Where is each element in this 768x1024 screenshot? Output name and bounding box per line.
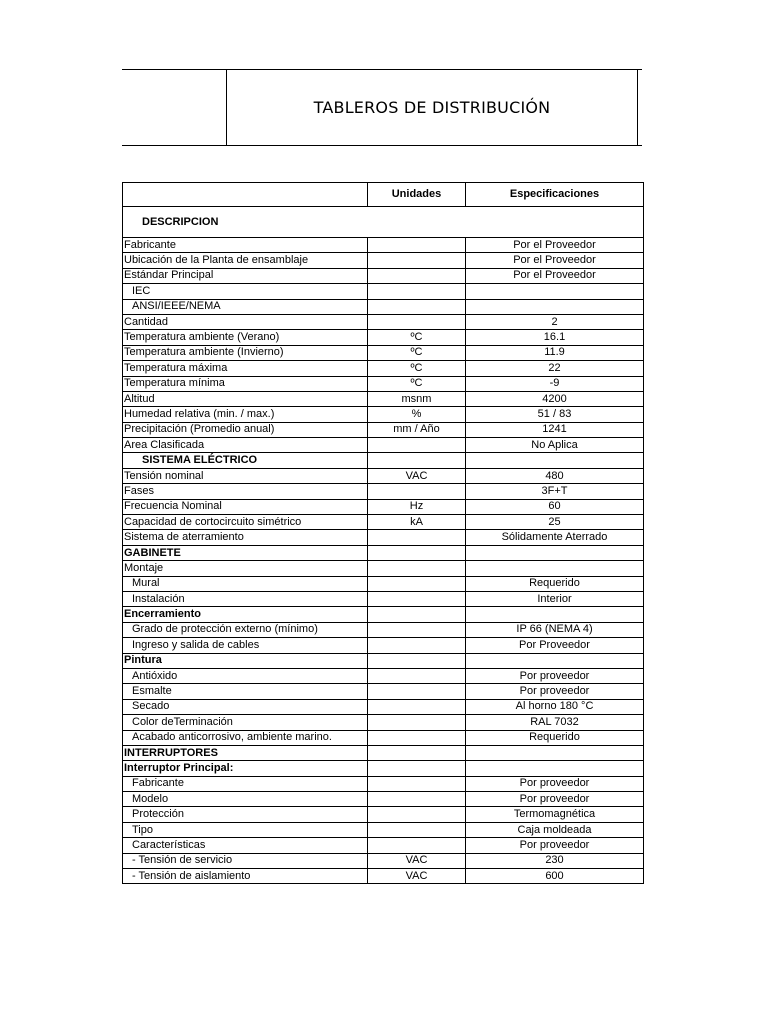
row-spec: 22 — [466, 361, 644, 376]
table-row — [123, 515, 644, 530]
row-label: Temperatura mínima — [123, 376, 368, 391]
row-unit — [368, 668, 466, 683]
table-row — [123, 792, 644, 807]
row-label: Esmalte — [123, 684, 368, 699]
row-unit: Hz — [368, 499, 466, 514]
row-label: Temperatura ambiente (Invierno) — [123, 345, 368, 360]
row-spec: Por el Proveedor — [466, 268, 644, 283]
table-row — [123, 453, 644, 468]
row-unit — [368, 253, 466, 268]
row-label: Cantidad — [123, 314, 368, 329]
table-row — [123, 361, 644, 376]
row-unit: % — [368, 407, 466, 422]
row-unit — [368, 484, 466, 499]
table-row — [123, 561, 644, 576]
row-unit: VAC — [368, 853, 466, 868]
table-row — [123, 684, 644, 699]
row-unit — [368, 792, 466, 807]
row-spec: Por proveedor — [466, 792, 644, 807]
row-label: Color deTerminación — [123, 715, 368, 730]
row-label: Mural — [123, 576, 368, 591]
row-spec: 4200 — [466, 391, 644, 406]
row-label: Tipo — [123, 822, 368, 837]
row-label: Ingreso y salida de cables — [123, 638, 368, 653]
row-label: Grado de protección externo (mínimo) — [123, 622, 368, 637]
row-spec — [466, 299, 644, 314]
table-row — [123, 345, 644, 360]
row-spec: 2 — [466, 314, 644, 329]
row-label: Sistema de aterramiento — [123, 530, 368, 545]
row-label: Tensión nominal — [123, 468, 368, 483]
row-spec — [466, 653, 644, 668]
row-unit: ºC — [368, 330, 466, 345]
table-row — [123, 638, 644, 653]
row-label: Capacidad de cortocircuito simétrico — [123, 515, 368, 530]
row-unit — [368, 438, 466, 453]
row-label: Fabricante — [123, 776, 368, 791]
table-row — [123, 407, 644, 422]
row-spec: RAL 7032 — [466, 715, 644, 730]
row-unit — [368, 453, 466, 468]
row-spec: 600 — [466, 869, 644, 884]
table-row — [123, 715, 644, 730]
row-label: Ubicación de la Planta de ensamblaje — [123, 253, 368, 268]
row-spec: 230 — [466, 853, 644, 868]
specifications-table — [122, 182, 644, 884]
table-row — [123, 422, 644, 437]
row-spec: Por proveedor — [466, 838, 644, 853]
row-label: Montaje — [123, 561, 368, 576]
row-spec — [466, 453, 644, 468]
row-label: Modelo — [123, 792, 368, 807]
row-unit — [368, 807, 466, 822]
table-row — [123, 761, 644, 776]
row-spec: 480 — [466, 468, 644, 483]
row-unit: ºC — [368, 361, 466, 376]
row-unit — [368, 314, 466, 329]
row-spec: 3F+T — [466, 484, 644, 499]
row-spec: Requerido — [466, 730, 644, 745]
row-label: Antióxido — [123, 668, 368, 683]
row-spec: 60 — [466, 499, 644, 514]
row-label: - Tensión de aislamiento — [123, 869, 368, 884]
table-row — [123, 653, 644, 668]
table-row — [123, 745, 644, 760]
row-unit — [368, 561, 466, 576]
row-unit — [368, 238, 466, 253]
table-row — [123, 299, 644, 314]
row-unit — [368, 838, 466, 853]
row-unit — [368, 699, 466, 714]
table-row — [123, 545, 644, 560]
table-row — [123, 438, 644, 453]
row-unit — [368, 591, 466, 606]
row-spec: 11.9 — [466, 345, 644, 360]
table-row — [123, 838, 644, 853]
row-unit — [368, 622, 466, 637]
row-label: INTERRUPTORES — [123, 745, 368, 760]
row-spec: Por el Proveedor — [466, 238, 644, 253]
row-label: Instalación — [123, 591, 368, 606]
row-spec: 1241 — [466, 422, 644, 437]
row-unit — [368, 715, 466, 730]
row-spec: -9 — [466, 376, 644, 391]
row-unit — [368, 822, 466, 837]
row-label: Fabricante — [123, 238, 368, 253]
row-unit — [368, 776, 466, 791]
table-row — [123, 730, 644, 745]
row-label: ANSI/IEEE/NEMA — [123, 299, 368, 314]
table-row — [123, 484, 644, 499]
row-unit: ºC — [368, 345, 466, 360]
row-label: - Tensión de servicio — [123, 853, 368, 868]
row-spec: Por proveedor — [466, 684, 644, 699]
description-header: DESCRIPCION — [123, 207, 644, 238]
table-row — [123, 668, 644, 683]
row-spec: Por proveedor — [466, 776, 644, 791]
table-row — [123, 499, 644, 514]
row-unit — [368, 545, 466, 560]
table-row — [123, 807, 644, 822]
row-unit — [368, 299, 466, 314]
page-title: TABLEROS DE DISTRIBUCIÓN — [313, 98, 551, 117]
table-row — [123, 314, 644, 329]
row-unit — [368, 730, 466, 745]
row-label: Interruptor Principal: — [123, 761, 368, 776]
document-header — [122, 69, 642, 146]
row-label: Humedad relativa (min. / max.) — [123, 407, 368, 422]
row-unit: msnm — [368, 391, 466, 406]
row-spec: Por el Proveedor — [466, 253, 644, 268]
row-unit: ºC — [368, 376, 466, 391]
row-spec: Al horno 180 °C — [466, 699, 644, 714]
header-spec: Especificaciones — [466, 183, 644, 207]
table-row — [123, 284, 644, 299]
table-row — [123, 330, 644, 345]
row-label: IEC — [123, 284, 368, 299]
row-spec: Interior — [466, 591, 644, 606]
row-spec: IP 66 (NEMA 4) — [466, 622, 644, 637]
row-spec: Requerido — [466, 576, 644, 591]
row-spec: Termomagnética — [466, 807, 644, 822]
table-row — [123, 869, 644, 884]
row-label: Pintura — [123, 653, 368, 668]
table-row — [123, 776, 644, 791]
table-row — [123, 591, 644, 606]
row-label: Area Clasificada — [123, 438, 368, 453]
table-row — [123, 530, 644, 545]
row-spec — [466, 561, 644, 576]
row-label: Altitud — [123, 391, 368, 406]
row-label: Encerramiento — [123, 607, 368, 622]
row-unit — [368, 761, 466, 776]
row-unit — [368, 653, 466, 668]
row-label: Secado — [123, 699, 368, 714]
row-spec: Sólidamente Aterrado — [466, 530, 644, 545]
row-unit — [368, 745, 466, 760]
row-label: Temperatura ambiente (Verano) — [123, 330, 368, 345]
description-header-row — [123, 207, 644, 238]
table-row — [123, 238, 644, 253]
row-spec: 25 — [466, 515, 644, 530]
row-unit — [368, 607, 466, 622]
row-label: Fases — [123, 484, 368, 499]
table-row — [123, 853, 644, 868]
header-units: Unidades — [368, 183, 466, 207]
row-unit: VAC — [368, 468, 466, 483]
table-row — [123, 699, 644, 714]
row-label: Precipitación (Promedio anual) — [123, 422, 368, 437]
table-row — [123, 822, 644, 837]
row-spec: No Aplica — [466, 438, 644, 453]
row-unit — [368, 530, 466, 545]
table-row — [123, 391, 644, 406]
row-unit — [368, 684, 466, 699]
header-divider-right — [637, 70, 638, 145]
row-spec: Por proveedor — [466, 668, 644, 683]
row-label: Protección — [123, 807, 368, 822]
row-label: SISTEMA ELÉCTRICO — [123, 453, 368, 468]
row-unit: VAC — [368, 869, 466, 884]
header-item — [123, 183, 368, 207]
row-unit: mm / Año — [368, 422, 466, 437]
row-spec — [466, 545, 644, 560]
row-label: GABINETE — [123, 545, 368, 560]
table-row — [123, 253, 644, 268]
row-spec — [466, 745, 644, 760]
row-spec: 16.1 — [466, 330, 644, 345]
table-row — [123, 468, 644, 483]
row-unit — [368, 284, 466, 299]
row-spec — [466, 761, 644, 776]
table-row — [123, 268, 644, 283]
row-unit: kA — [368, 515, 466, 530]
row-label: Frecuencia Nominal — [123, 499, 368, 514]
table-row — [123, 622, 644, 637]
row-spec: Por Proveedor — [466, 638, 644, 653]
row-unit — [368, 576, 466, 591]
table-row — [123, 607, 644, 622]
row-label: Temperatura máxima — [123, 361, 368, 376]
row-label: Estándar Principal — [123, 268, 368, 283]
row-unit — [368, 268, 466, 283]
table-row — [123, 576, 644, 591]
row-spec — [466, 607, 644, 622]
row-label: Características — [123, 838, 368, 853]
row-spec — [466, 284, 644, 299]
row-label: Acabado anticorrosivo, ambiente marino. — [123, 730, 368, 745]
table-row — [123, 376, 644, 391]
table-header-row — [123, 183, 644, 207]
row-spec: 51 / 83 — [466, 407, 644, 422]
row-unit — [368, 638, 466, 653]
row-spec: Caja moldeada — [466, 822, 644, 837]
